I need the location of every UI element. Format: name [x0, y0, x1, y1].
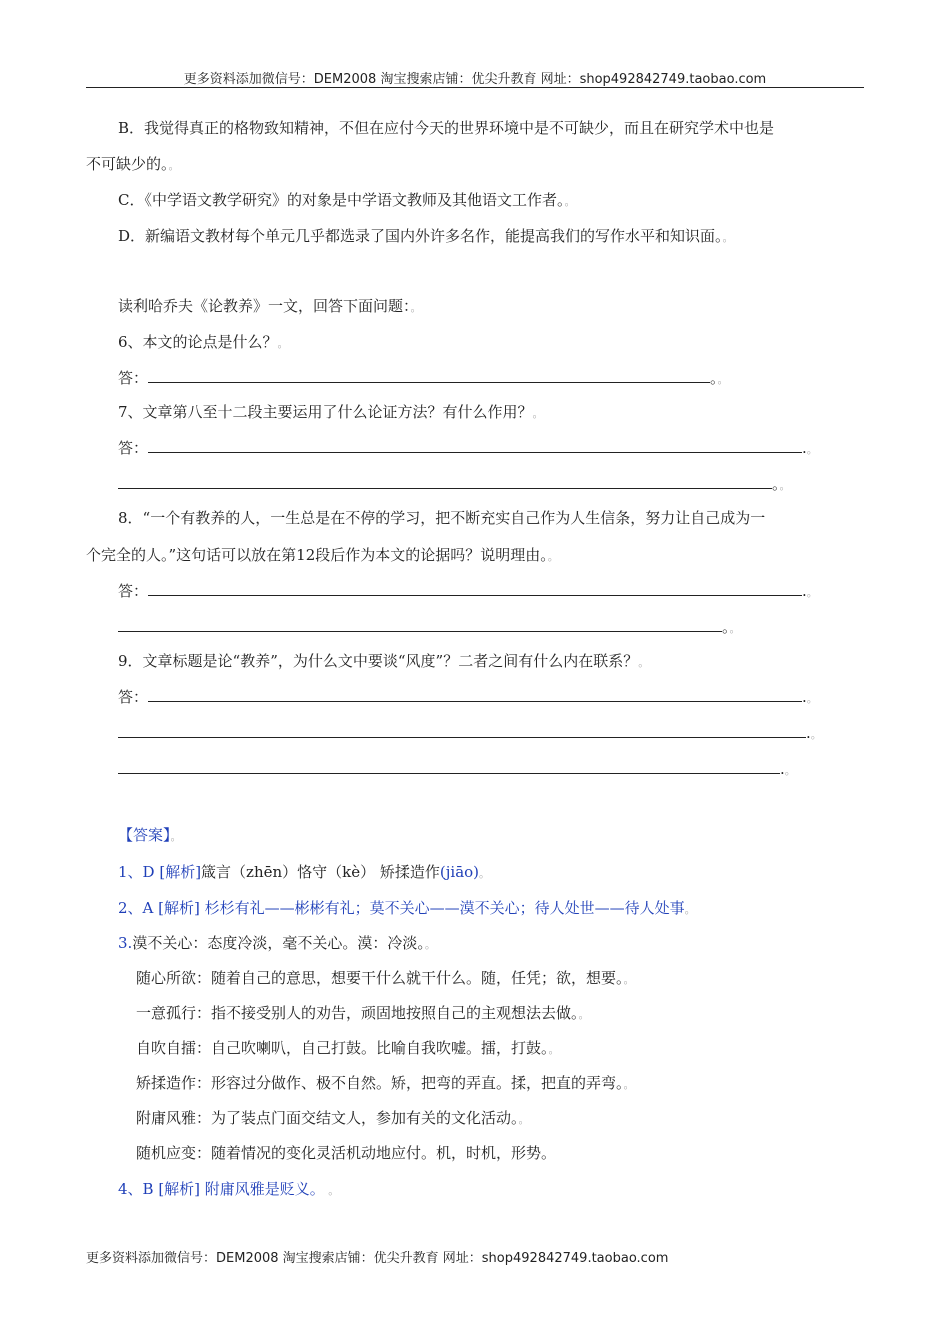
answer-blank[interactable]	[118, 761, 780, 774]
answer-3: 3.漠不关心：态度冷淡，毫不关心。漠：冷淡。。	[118, 934, 436, 952]
answer-3-item: 附庸风雅：为了装点门面交结文人，参加有关的文化活动。。	[136, 1109, 530, 1127]
question-8-line1: 8．“一个有教养的人，一生总是在不停的学习，把不断充实自己作为人生信条，努力让自己成为一	[118, 509, 766, 527]
option-c: C．《中学语文教学研究》的对象是中学语文教师及其他语文工作者。。	[118, 191, 576, 209]
answer-3-item: 一意孤行：指不接受别人的劝告，顽固地按照自己的主观想法去做。。	[136, 1004, 590, 1022]
page-header: 更多资料添加微信号：DEM2008 淘宝搜索店铺：优尖升教育 网址：shop492842749.taobao.com	[183, 72, 767, 87]
question-7-answer: 答： .。	[118, 439, 818, 457]
answer-1: 1、D [解析]箴言（zhēn）恪守（kè） 矫揉造作(jiāo)。	[118, 863, 491, 881]
option-b-line2: 不可缺少的。。	[86, 155, 180, 173]
answer-blank[interactable]	[118, 476, 772, 489]
answers-heading: 【答案】。	[118, 826, 182, 844]
question-8-answer-line2: 。。	[118, 617, 741, 639]
answer-blank[interactable]	[148, 583, 802, 596]
question-8-line2: 个完全的人。”这句话可以放在第12段后作为本文的论据吗？说明理由。。	[86, 546, 559, 564]
answer-3-item: 随心所欲：随着自己的意思，想要干什么就干什么。随，任凭；欲，想要。。	[136, 969, 635, 987]
answer-blank[interactable]	[148, 370, 710, 383]
answer-blank[interactable]	[118, 725, 806, 738]
question-9-answer-line2: .。	[118, 723, 822, 745]
answer-4: 4、B [解析] 附庸风雅是贬义。 。	[118, 1180, 340, 1198]
question-6-answer: 答： 。。	[118, 369, 729, 387]
answer-3-item: 随机应变：随着情况的变化灵活机动地应付。机，时机，形势。	[136, 1144, 557, 1162]
page-footer: 更多资料添加微信号：DEM2008 淘宝搜索店铺：优尖升教育 网址：shop492842749.taobao.com	[86, 1251, 669, 1266]
question-7: 7、文章第八至十二段主要运用了什么论证方法？有什么作用？。	[118, 403, 544, 421]
question-7-answer-line2: 。。	[118, 474, 791, 496]
answer-blank[interactable]	[148, 440, 802, 453]
reading-intro: 读利哈乔夫《论教养》一文，回答下面问题：。	[118, 297, 422, 315]
question-9-answer-line3: .。	[118, 759, 796, 781]
answer-3-item: 自吹自擂：自己吹喇叭，自己打鼓。比喻自我吹嘘。擂，打鼓。。	[136, 1039, 560, 1057]
answer-3-item: 矫揉造作：形容过分做作、极不自然。矫，把弯的弄直。揉，把直的弄弯。。	[136, 1074, 635, 1092]
question-6: 6、本文的论点是什么？。	[118, 333, 289, 351]
option-b-line1: B．我觉得真正的格物致知精神，不但在应付今天的世界环境中是不可缺少，而且在研究学术中也是	[118, 119, 775, 137]
question-9-answer: 答： .。	[118, 688, 818, 706]
answer-2: 2、A [解析] 杉杉有礼——彬彬有礼；莫不关心——漠不关心；待人处世——待人处事。	[118, 899, 696, 917]
question-8-answer: 答： .。	[118, 582, 818, 600]
question-9: 9．文章标题是论“教养”，为什么文中要谈“风度”？二者之间有什么内在联系？。	[118, 652, 650, 670]
answer-blank[interactable]	[148, 689, 802, 702]
answer-blank[interactable]	[118, 619, 722, 632]
header-rule	[86, 87, 864, 88]
option-d: D．新编语文教材每个单元几乎都选录了国内外许多名作，能提高我们的写作水平和知识面。。	[118, 227, 734, 245]
